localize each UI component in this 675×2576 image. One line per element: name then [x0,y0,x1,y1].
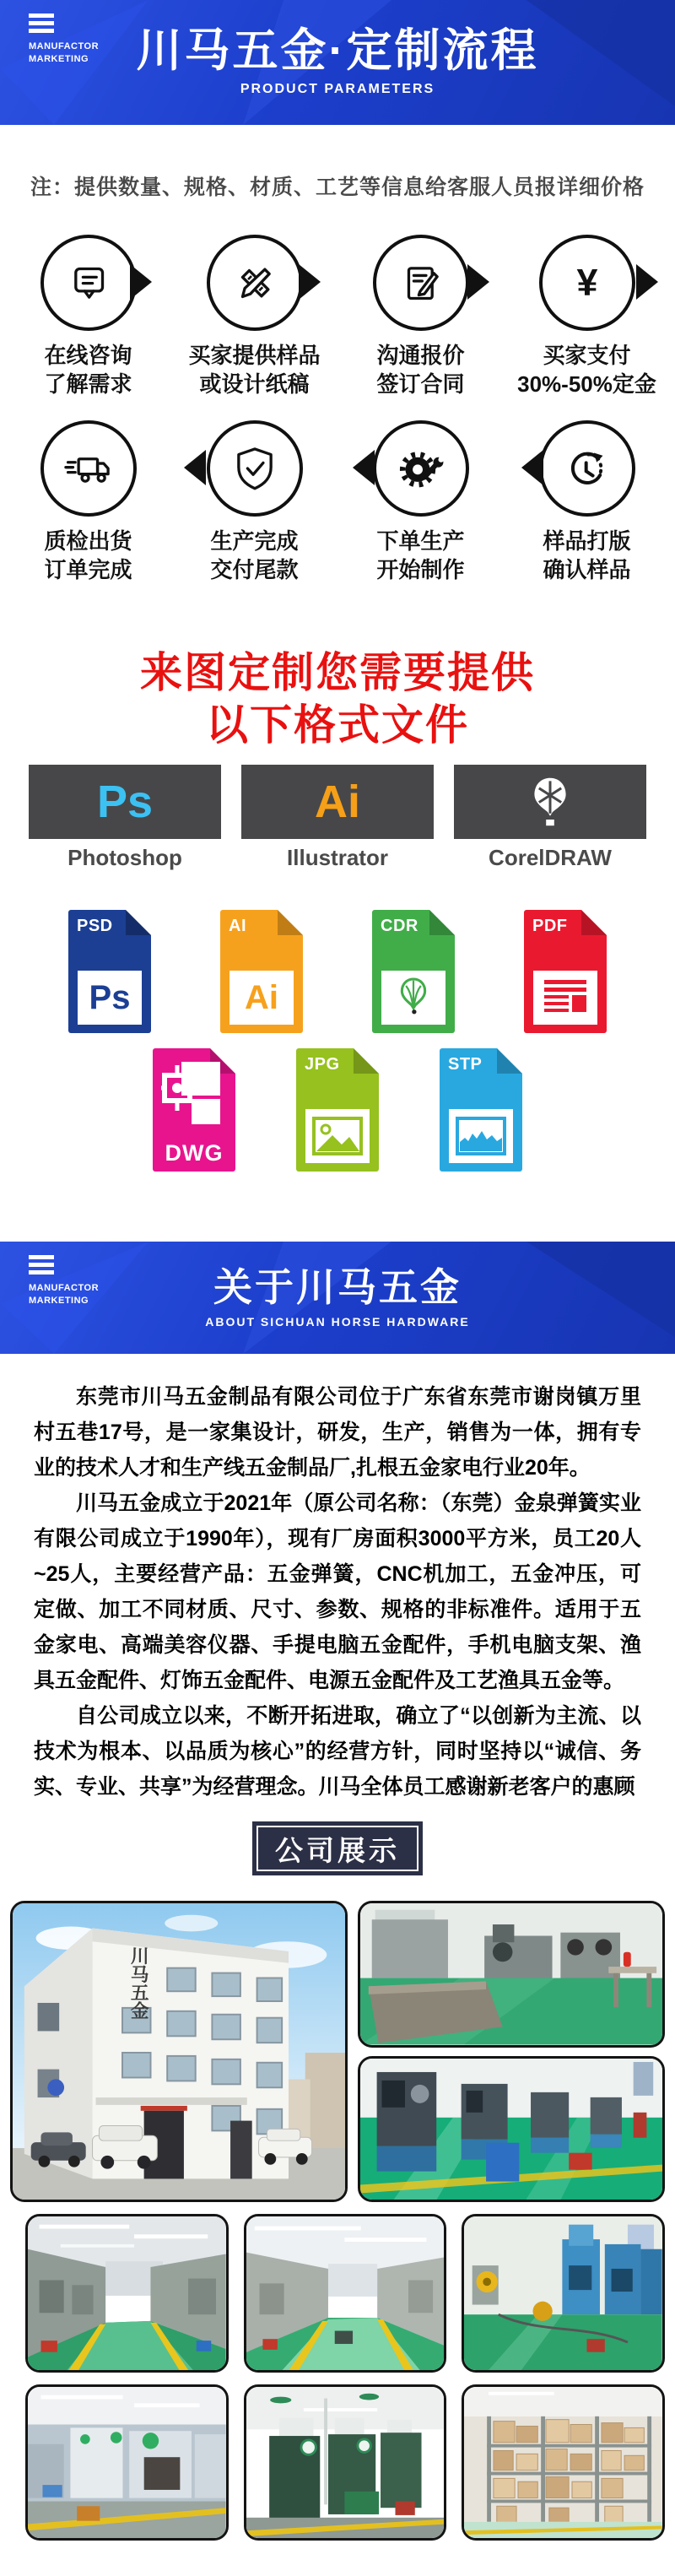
process-step-deposit [504,235,670,398]
process-step-label: 买家提供样品 或设计纸稿 [188,343,321,397]
contract-icon [393,255,449,311]
flow-arrow-right [636,264,658,300]
cad-drawing-glyph [161,1060,227,1134]
flow-arrow-right [299,264,321,300]
about-paragraph-2: 川马五金成立于2021年（原公司名称：（东莞）金泉弹簧实业有限公司成立于1990年），现有厂房面积3000平方米，员工20人~25人，主要经营产品：五金弹簧，CNC机加工，五金冲压，可定做、加工不同材质、尺寸、参数、规格的非标准件。适用于五金家电、高端美容仪器、手提电脑五金配件，手机电脑支架、渔具五金配件、灯饰五金配件、电源五金配件及工艺渔具五金等。 [34,1491,641,1692]
flow-arrow-left [353,450,375,485]
chat-icon [61,255,116,311]
coreldraw-balloon-icon [454,765,646,839]
pdf-file-icon: PDF [524,910,607,1033]
cdr-balloon-glyph [395,976,432,1020]
process-step-sampling [504,420,670,584]
delivery-truck-icon [61,441,116,496]
software-illustrator: Ai Illustrator [241,765,434,871]
process-step-sample [171,235,338,398]
file-format-row-2 [0,1048,675,1172]
page-subtitle: PRODUCT PARAMETERS [240,82,435,96]
software-logo-row [0,765,675,871]
illustrator-logo: Ai [241,765,434,839]
header-banner-custom-process [0,0,675,125]
design-draft-icon [227,255,283,311]
punch-press-photo [462,2214,665,2373]
workshop-aisle-photo-2 [244,2214,447,2373]
factory-building-photo [10,1901,348,2202]
process-row-1 [0,235,675,398]
process-step-label: 下单生产 开始制作 [376,528,465,582]
process-step-label: 质检出货 订单完成 [44,528,132,582]
process-step-label: 在线咨询 了解需求 [44,343,132,397]
psd-file-icon: PSD Ps [68,910,151,1033]
flow-arrow-right [130,264,152,300]
about-title: 关于川马五金 [213,1264,462,1309]
photoshop-logo: Ps [29,765,221,839]
about-company-text [0,1354,675,1805]
jpg-file-icon: JPG [296,1048,379,1172]
flow-arrow-right [467,264,489,300]
header-banner-about [0,1242,675,1354]
process-step-label: 生产完成 交付尾款 [210,528,299,582]
svg-text:¥: ¥ [576,260,597,304]
process-row-2 [0,420,675,584]
custom-format-heading: 来图定制您需要提供 以下格式文件 [140,649,535,749]
process-step-label: 样品打版 确认样品 [543,528,631,582]
dwg-file-icon: DWG [153,1048,235,1172]
payment-yen-icon [559,255,615,311]
process-step-shipping [5,420,171,584]
flow-arrow-left [521,450,543,485]
bottom-whitespace [0,2541,675,2569]
stp-file-icon: STP [440,1048,522,1172]
folded-corner [497,1048,522,1074]
page-title: 川马五金·定制流程 [136,25,539,76]
workshop-aisle-photo-1 [25,2214,229,2373]
company-photo-gallery [0,1901,675,2541]
folded-corner [354,1048,379,1074]
file-format-row-1 [0,910,675,1033]
folded-corner [126,910,151,935]
logo-text: MANUFACTOR MARKETING [29,1283,100,1306]
cnc-workshop-photo [25,2384,229,2541]
about-paragraph-1: 东莞市川马五金制品有限公司位于广东省东莞市谢岗镇万里村五巷17号，是一家集设计，研发，生产，销售为一体，拥有专业的技术人才和生产线五金制品厂,扎根五金家电行业20年。 [34,1385,641,1480]
process-step-final-payment [171,420,338,584]
warehouse-photo [462,2384,665,2541]
hamburger-icon [29,1255,54,1259]
image-glyph [312,1117,363,1155]
logo-text: MANUFACTOR MARKETING [29,41,100,64]
grinding-workshop-photo [358,1901,665,2048]
production-gear-icon [393,441,449,496]
software-coreldraw: CorelDRAW [454,765,646,871]
area-chart-glyph [456,1117,506,1155]
shield-check-icon [227,441,283,496]
hamburger-icon [29,14,54,18]
building-sign-text: 川马五金 [128,1946,150,2020]
folded-corner [278,910,303,935]
flow-arrow-left [184,450,206,485]
price-notice-text: 注：提供数量、规格、材质、工艺等信息给客服人员报详细价格 [30,176,645,199]
brand-logo [29,14,99,66]
lathe-workshop-photo [244,2384,447,2541]
folded-corner [581,910,607,935]
software-photoshop: Ps Photoshop [29,765,221,871]
folded-corner [429,910,455,935]
pdf-text-lines-glyph [542,978,589,1017]
about-subtitle: ABOUT SICHUAN HORSE HARDWARE [205,1314,470,1329]
ai-file-icon: AI Ai [220,910,303,1033]
process-step-quote [338,235,504,398]
spring-machines-photo [358,2056,665,2203]
brand-logo [29,1255,99,1307]
company-showcase-badge: 公司展示 [252,1821,423,1875]
process-step-consult [5,235,171,398]
process-step-production [338,420,504,584]
process-step-label: 买家支付 30%-50%定金 [517,343,656,397]
about-paragraph-3: 自公司成立以来，不断开拓进取，确立了“以创新为主流、以技术为根本、以品质为核心”的经营方针，同时坚持以“诚信、务实、专业、共享”为经营理念。川马全体员工感谢新老客户的惠顾 [34,1704,641,1799]
cdr-file-icon: CDR [372,910,455,1033]
sample-clock-icon [559,441,615,496]
process-step-label: 沟通报价 签订合同 [376,343,465,397]
